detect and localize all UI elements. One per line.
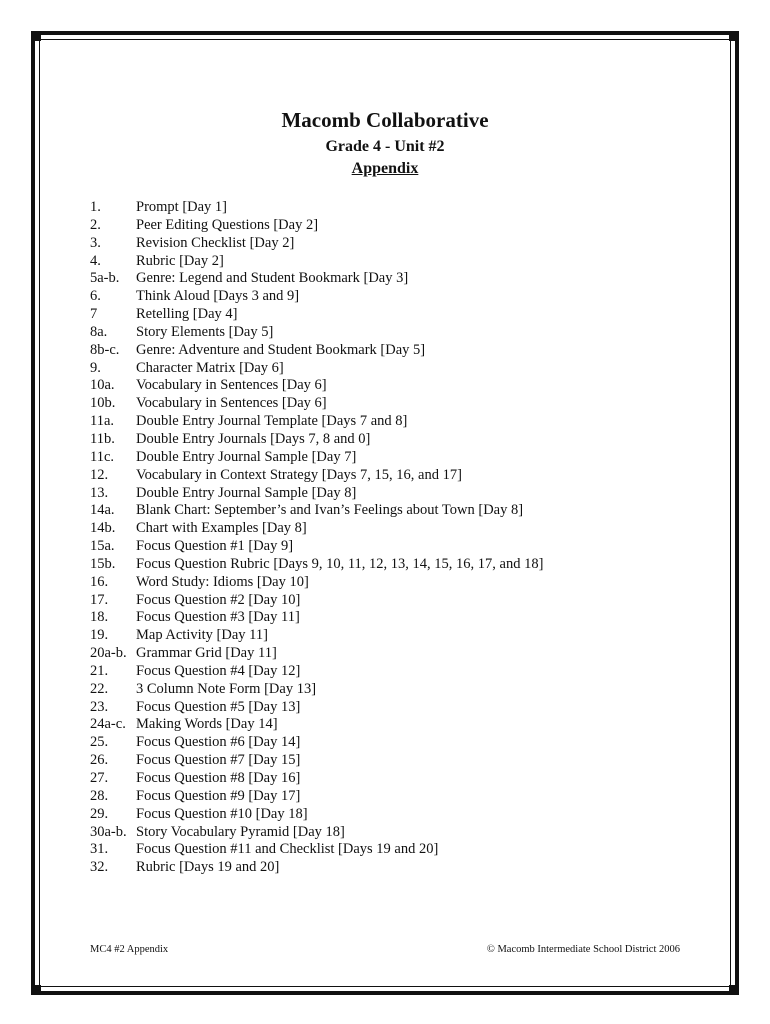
list-item (90, 431, 650, 449)
list-item (90, 770, 650, 788)
list-item (90, 324, 650, 342)
list-item (90, 752, 650, 770)
list-item-number: 4. (90, 252, 101, 269)
appendix-heading: Appendix (351, 160, 419, 177)
list-item-text: Focus Question #10 [Day 18] (136, 805, 308, 822)
list-item (90, 645, 650, 663)
list-item-text: Double Entry Journal Sample [Day 8] (136, 484, 357, 501)
list-item-number: 20a-b. (90, 645, 127, 662)
footer-copyright: © Macomb Intermediate School District 2006 (486, 944, 680, 955)
list-item (90, 217, 650, 235)
document-subtitle: Grade 4 - Unit #2 (325, 138, 445, 155)
list-item-text: Focus Question #7 [Day 15] (136, 752, 301, 769)
border-corner-top-right (729, 31, 739, 41)
list-item (90, 467, 650, 485)
list-item-number: 24a-c. (90, 716, 126, 733)
list-item-number: 15b. (90, 555, 116, 572)
list-item (90, 716, 650, 734)
list-item-text: Focus Question #1 [Day 9] (136, 538, 294, 555)
list-item-text: Vocabulary in Sentences [Day 6] (136, 377, 327, 394)
list-item-text: Think Aloud [Days 3 and 9] (136, 288, 300, 305)
list-item-number: 12. (90, 466, 109, 483)
list-item-text: Revision Checklist [Day 2] (136, 234, 295, 251)
list-item-number: 28. (90, 787, 109, 804)
list-item-text: Focus Question #2 [Day 10] (136, 591, 301, 608)
list-item-text: Focus Question #3 [Day 11] (136, 609, 300, 626)
list-item-number: 10a. (90, 377, 115, 394)
list-item (90, 681, 650, 699)
list-item-text: Character Matrix [Day 6] (136, 359, 284, 376)
list-item-text: Focus Question #6 [Day 14] (136, 734, 301, 751)
list-item-number: 3. (90, 234, 101, 251)
list-item (90, 395, 650, 413)
list-item (90, 841, 650, 859)
list-item (90, 538, 650, 556)
list-item-text: Double Entry Journal Sample [Day 7] (136, 448, 357, 465)
list-item-number: 19. (90, 627, 109, 644)
list-item-number: 5a-b. (90, 270, 120, 287)
list-item (90, 485, 650, 503)
list-item (90, 520, 650, 538)
list-item-text: Rubric [Day 2] (136, 252, 224, 269)
list-item-number: 26. (90, 752, 109, 769)
list-item-number: 2. (90, 216, 101, 233)
list-item (90, 199, 650, 217)
list-item-text: Peer Editing Questions [Day 2] (136, 216, 319, 233)
list-item (90, 413, 650, 431)
list-item-text: Prompt [Day 1] (136, 199, 228, 215)
list-item-number: 14b. (90, 520, 116, 537)
list-item (90, 306, 650, 324)
list-item-number: 15a. (90, 538, 115, 555)
border-corner-top-left (31, 31, 41, 41)
list-item-number: 29. (90, 805, 109, 822)
appendix-list (90, 199, 650, 877)
list-item-number: 30a-b. (90, 823, 127, 840)
list-item-number: 6. (90, 288, 101, 305)
list-item-text: Grammar Grid [Day 11] (136, 645, 277, 662)
list-item-text: Map Activity [Day 11] (136, 627, 268, 644)
list-item-number: 1. (90, 199, 101, 215)
list-item-text: Story Vocabulary Pyramid [Day 18] (136, 823, 345, 840)
list-item (90, 342, 650, 360)
list-item-text: Focus Question #8 [Day 16] (136, 770, 301, 786)
list-item (90, 377, 650, 395)
list-item (90, 270, 650, 288)
list-item (90, 734, 650, 752)
list-item-number: 8b-c. (90, 341, 120, 358)
document-title: Macomb Collaborative (281, 108, 489, 132)
list-item-text: Vocabulary in Context Strategy [Days 7, 15, 16, and 17] (136, 466, 462, 483)
list-item-text: Focus Question Rubric [Days 9, 10, 11, 12, 13, 14, 15, 16, 17, and 18] (136, 555, 544, 572)
list-item-text: Blank Chart: September’s and Ivan’s Feelings about Town [Day 8] (136, 502, 524, 519)
list-item-text: 3 Column Note Form [Day 13] (136, 680, 317, 697)
list-item-text: Focus Question #11 and Checklist [Days 19 and 20] (136, 841, 439, 858)
list-item (90, 627, 650, 645)
list-item-text: Word Study: Idioms [Day 10] (136, 573, 309, 590)
list-item-text: Story Elements [Day 5] (136, 323, 274, 340)
list-item (90, 235, 650, 253)
list-item (90, 449, 650, 467)
border-corner-bottom-left (31, 985, 41, 995)
list-item-number: 23. (90, 698, 109, 715)
border-corner-bottom-right (729, 985, 739, 995)
footer-document-id: MC4 #2 Appendix (90, 944, 169, 955)
list-item-text: Chart with Examples [Day 8] (136, 520, 307, 537)
list-item-number: 11c. (90, 448, 115, 465)
list-item-text: Genre: Legend and Student Bookmark [Day 3] (136, 270, 409, 287)
list-item (90, 502, 650, 520)
list-item-text: Retelling [Day 4] (136, 306, 238, 323)
list-item-number: 9. (90, 359, 101, 376)
list-item-number: 16. (90, 573, 109, 590)
list-item-text: Focus Question #9 [Day 17] (136, 787, 301, 804)
list-item-number: 25. (90, 734, 109, 751)
list-item (90, 699, 650, 717)
list-item-number: 11b. (90, 430, 115, 447)
list-item (90, 556, 650, 574)
list-item (90, 253, 650, 271)
list-item (90, 592, 650, 610)
list-item-number: 11a. (90, 413, 115, 430)
list-item (90, 609, 650, 627)
list-item-number: 8a. (90, 323, 108, 340)
list-item (90, 788, 650, 806)
list-item-number: 22. (90, 680, 109, 697)
list-item-text: Double Entry Journals [Days 7, 8 and 0] (136, 430, 371, 447)
list-item-number: 32. (90, 859, 109, 876)
list-item-number: 17. (90, 591, 109, 608)
list-item-number: 14a. (90, 502, 115, 519)
list-item (90, 806, 650, 824)
list-item-text: Double Entry Journal Template [Days 7 and 8] (136, 413, 408, 430)
list-item-number: 31. (90, 841, 109, 858)
list-item (90, 824, 650, 842)
list-item-number: 7 (90, 306, 98, 323)
list-item (90, 663, 650, 681)
list-item-number: 21. (90, 662, 109, 679)
list-item-text: Focus Question #4 [Day 12] (136, 662, 301, 679)
list-item-number: 18. (90, 609, 109, 626)
list-item (90, 859, 650, 877)
list-item-text: Rubric [Days 19 and 20] (136, 859, 280, 876)
list-item-text: Making Words [Day 14] (136, 716, 278, 733)
list-item-text: Genre: Adventure and Student Bookmark [Day 5] (136, 341, 426, 358)
list-item-text: Vocabulary in Sentences [Day 6] (136, 395, 327, 412)
list-item (90, 574, 650, 592)
list-item (90, 360, 650, 378)
list-item-number: 27. (90, 770, 109, 786)
list-item-text: Focus Question #5 [Day 13] (136, 698, 301, 715)
list-item-number: 10b. (90, 395, 116, 412)
list-item (90, 288, 650, 306)
list-item-number: 13. (90, 484, 109, 501)
